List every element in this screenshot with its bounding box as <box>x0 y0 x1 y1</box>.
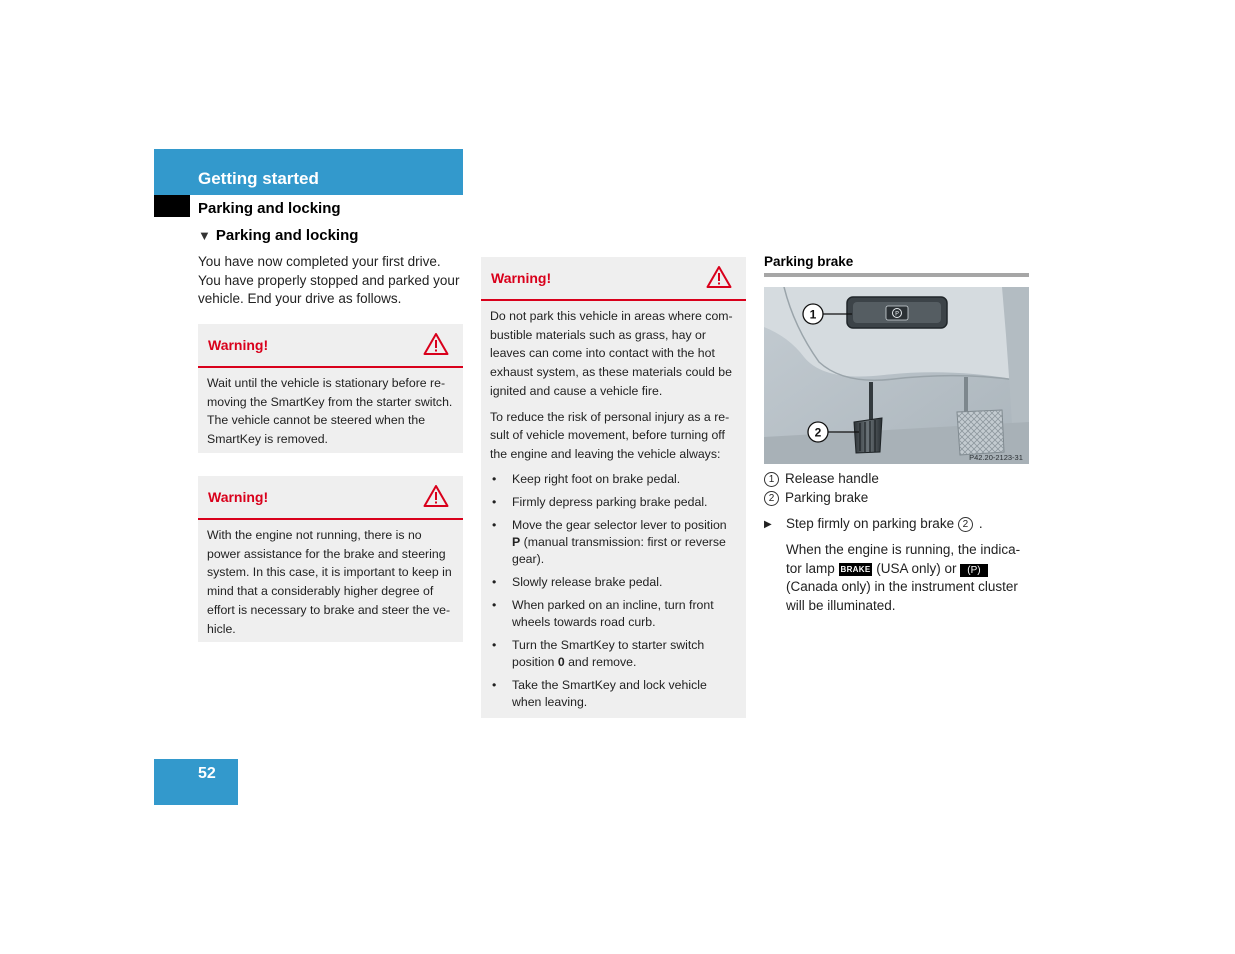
list-item-text: and remove. <box>564 654 637 669</box>
warning-text: Wait until the vehicle is stationary before re-moving the SmartKey from the starter switch. The vehicle cannot be steered when the SmartKey is removed. <box>207 376 453 447</box>
triangle-down-icon: ▼ <box>198 228 211 243</box>
warning-header <box>481 257 746 301</box>
subsection-title-text: Parking and locking <box>215 227 359 244</box>
warning-triangle-icon <box>423 484 449 508</box>
warning-paragraph: Do not park this vehicle in areas where com-bustible materials such as grass, hay or leaves can come into contact with the hot exhaust system, as these materials could be ignited and cause a vehicle fire. <box>490 309 733 398</box>
list-item: • Keep right foot on brake pedal. <box>490 471 737 488</box>
section-marker <box>154 195 190 217</box>
warning-label: Warning! <box>208 337 269 353</box>
legend-number: 2 <box>764 491 779 506</box>
result-text: (USA only) or <box>872 560 961 576</box>
warning-label: Warning! <box>208 489 269 505</box>
triangle-right-icon: ▶ <box>764 519 772 530</box>
warning-header <box>198 324 463 368</box>
list-item: • Take the SmartKey and lock vehicle when leaving. <box>490 677 737 711</box>
list-item-text: Turn the SmartKey to starter switch position <box>512 637 705 669</box>
instruction-step <box>764 515 1029 534</box>
step-result <box>786 541 1031 615</box>
page-number-box <box>154 759 238 805</box>
list-item: • Slowly release brake pedal. <box>490 574 737 591</box>
step-reference: 2 <box>958 517 973 532</box>
figure-code: P42.20-2123-31 <box>969 453 1023 462</box>
gear-position: P <box>512 534 521 549</box>
warning-label: Warning! <box>491 270 552 286</box>
legend-label: Release handle <box>785 471 879 486</box>
intro-paragraph: You have now completed your first drive. You have properly stopped and parked your vehicle. End your drive as follows. <box>198 254 460 306</box>
step-text <box>764 515 1029 534</box>
svg-text:P: P <box>895 309 899 318</box>
page-number: 52 <box>198 765 216 782</box>
list-item-text: (manual transmission: first or reverse gear). <box>512 534 726 566</box>
parking-brake-heading: Parking brake <box>764 254 854 269</box>
callout-1: 1 <box>809 307 817 322</box>
brake-lamp-icon: BRAKE <box>840 564 871 574</box>
checklist <box>490 471 737 711</box>
warning-box-1 <box>198 324 463 453</box>
subsection-title <box>198 227 358 244</box>
warning-text <box>481 301 746 725</box>
warning-triangle-icon <box>706 265 732 289</box>
step-text-end: . <box>978 516 983 531</box>
legend-label: Parking brake <box>785 490 869 505</box>
warning-text: With the engine not running, there is no power assistance for the brake and steering system. In this case, it is important to keep in mind that a considerably higher degree of effort is necessary to brake and steer the ve-hicle. <box>207 528 452 636</box>
figure-legend <box>764 469 1029 507</box>
warning-box-2 <box>198 476 463 642</box>
list-item <box>490 637 737 671</box>
heading-rule <box>764 273 1029 277</box>
section-title: Parking and locking <box>198 200 341 217</box>
parking-brake-illustration <box>764 287 1029 464</box>
warning-paragraph: To reduce the risk of personal injury as a re-sult of vehicle movement, before turning off the engine and leaving the vehicle always: <box>490 409 730 461</box>
warning-triangle-icon <box>423 332 449 356</box>
legend-item <box>764 488 1029 507</box>
chapter-title: Getting started <box>198 169 319 188</box>
list-item <box>490 517 737 568</box>
list-item: • Firmly depress parking brake pedal. <box>490 494 737 511</box>
callout-2: 2 <box>814 425 822 440</box>
list-item: • When parked on an incline, turn front wheels towards road curb. <box>490 597 737 631</box>
warning-header <box>198 476 463 520</box>
parking-brake-lamp-icon: (P) <box>960 564 987 577</box>
legend-item <box>764 469 1029 488</box>
switch-position: 0 <box>557 654 565 669</box>
list-item-text: Move the gear selector lever to position <box>512 517 727 532</box>
result-text: When the engine is running, the indica-tor lamp <box>786 542 1021 576</box>
warning-box-3 <box>481 257 746 718</box>
step-text-main: Step firmly on parking brake <box>786 516 958 531</box>
result-text: (Canada only) in the instrument cluster will be illuminated. <box>786 579 1018 613</box>
legend-number: 1 <box>764 472 779 487</box>
